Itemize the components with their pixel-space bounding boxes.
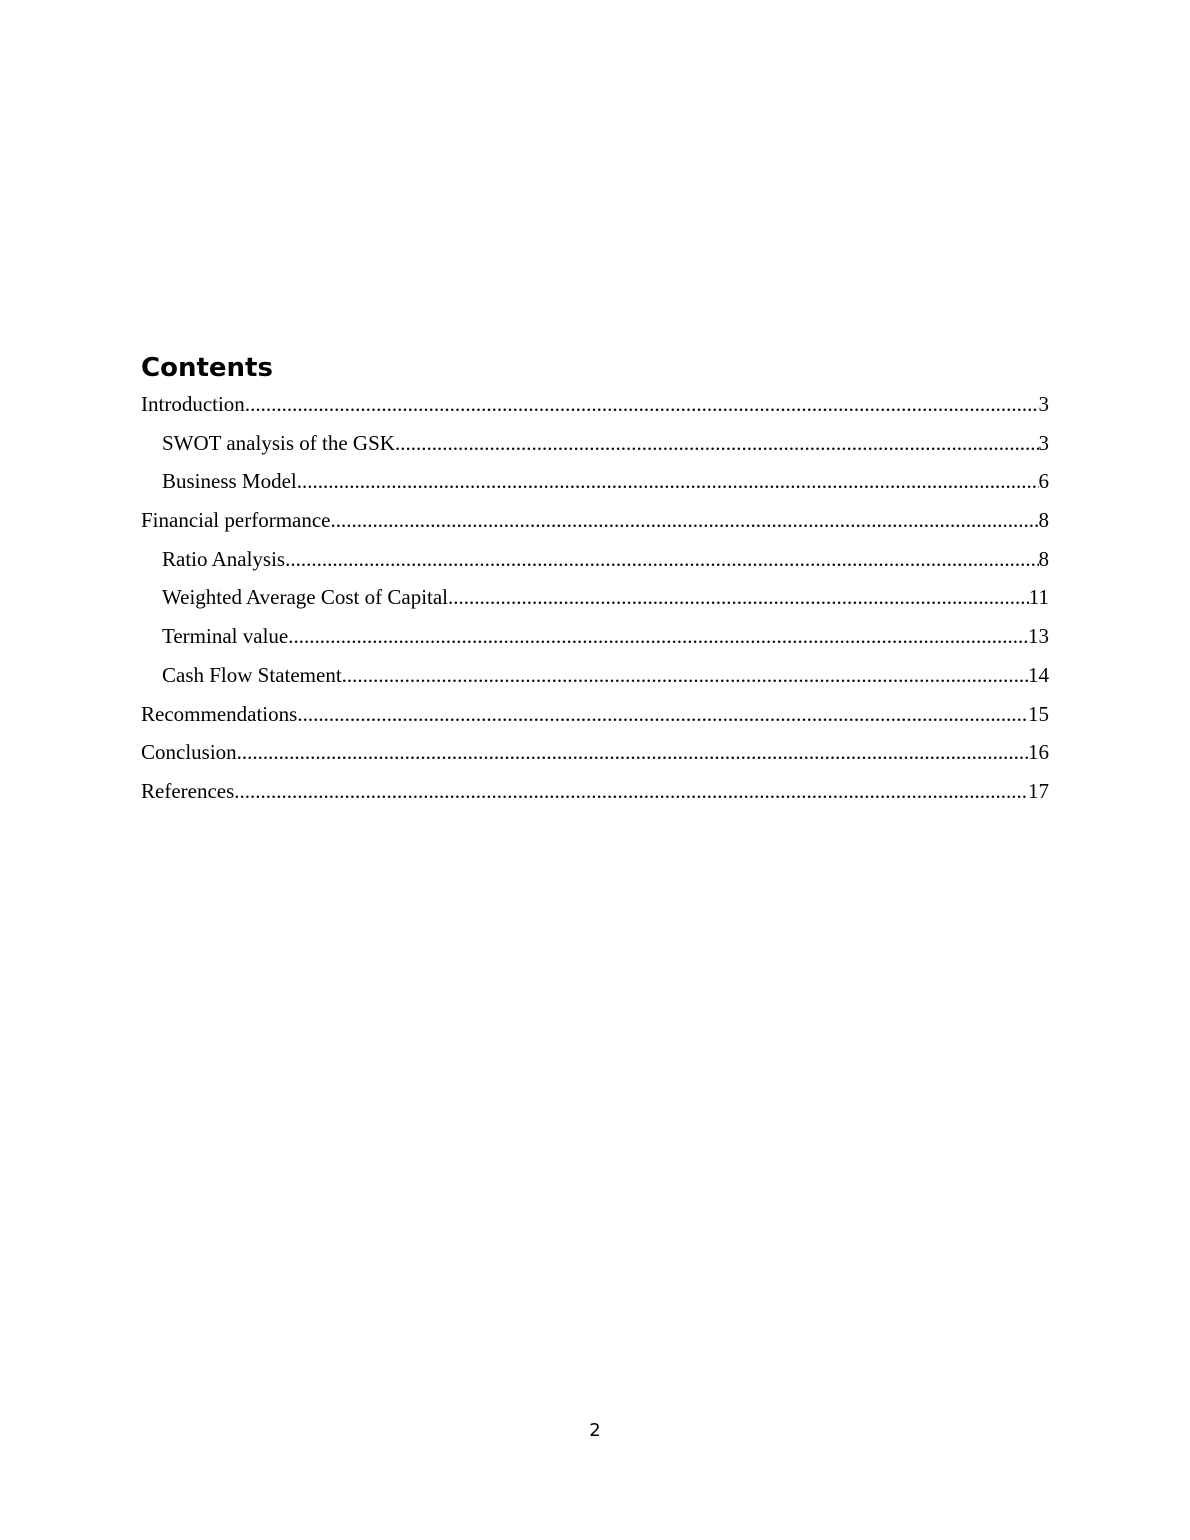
toc-entry-label: Conclusion xyxy=(141,740,237,765)
toc-dot-leader xyxy=(285,545,1038,573)
toc-entry-page: 16 xyxy=(1028,740,1049,765)
toc-entry-label: Terminal value xyxy=(162,624,289,649)
toc-entry-label: References xyxy=(141,778,235,803)
table-of-contents xyxy=(141,350,1049,816)
toc-entry-page: 6 xyxy=(1038,469,1049,494)
toc-dot-leader xyxy=(448,583,1029,611)
toc-entry-page: 17 xyxy=(1028,778,1049,803)
page-number: 2 xyxy=(589,1420,601,1441)
toc-entry-label: Business Model xyxy=(162,469,297,494)
toc-entry-conclusion[interactable] xyxy=(141,738,1049,777)
toc-entry-page: 13 xyxy=(1028,624,1049,649)
toc-entry-page: 8 xyxy=(1038,508,1049,533)
toc-dot-leader xyxy=(342,661,1028,689)
toc-entry-references[interactable] xyxy=(141,777,1049,816)
toc-entry-page: 14 xyxy=(1028,662,1049,687)
toc-entry-label: Financial performance xyxy=(141,508,331,533)
toc-list xyxy=(141,390,1049,816)
toc-dot-leader xyxy=(297,700,1028,728)
toc-entry-recommendations[interactable] xyxy=(141,700,1049,739)
toc-entry-page: 15 xyxy=(1028,701,1049,726)
toc-entry-swot-analysis[interactable] xyxy=(141,429,1049,468)
toc-entry-terminal-value[interactable] xyxy=(141,622,1049,661)
toc-entry-label: Cash Flow Statement xyxy=(162,662,342,687)
toc-entry-wacc[interactable] xyxy=(141,583,1049,622)
toc-entry-label: Weighted Average Cost of Capital xyxy=(162,585,449,610)
toc-dot-leader xyxy=(395,429,1039,457)
toc-dot-leader xyxy=(297,467,1039,495)
toc-entry-page: 3 xyxy=(1038,392,1049,416)
toc-entry-ratio-analysis[interactable] xyxy=(141,545,1049,584)
toc-entry-label: Introduction xyxy=(141,392,245,416)
toc-entry-business-model[interactable] xyxy=(141,467,1049,506)
toc-dot-leader xyxy=(245,390,1039,418)
toc-entry-introduction[interactable] xyxy=(141,390,1049,429)
toc-entry-cash-flow-statement[interactable] xyxy=(141,661,1049,700)
toc-entry-label: Recommendations xyxy=(141,701,298,726)
toc-dot-leader xyxy=(237,738,1028,766)
toc-entry-page: 11 xyxy=(1028,585,1049,610)
toc-entry-page: 8 xyxy=(1038,546,1049,571)
toc-entry-label: Ratio Analysis xyxy=(162,546,286,571)
toc-title: Contents xyxy=(141,353,273,383)
toc-dot-leader xyxy=(331,506,1039,534)
toc-dot-leader xyxy=(288,622,1028,650)
toc-entry-financial-performance[interactable] xyxy=(141,506,1049,545)
toc-entry-label: SWOT analysis of the GSK xyxy=(162,430,395,455)
toc-dot-leader xyxy=(234,777,1028,805)
toc-entry-page: 3 xyxy=(1038,430,1049,455)
